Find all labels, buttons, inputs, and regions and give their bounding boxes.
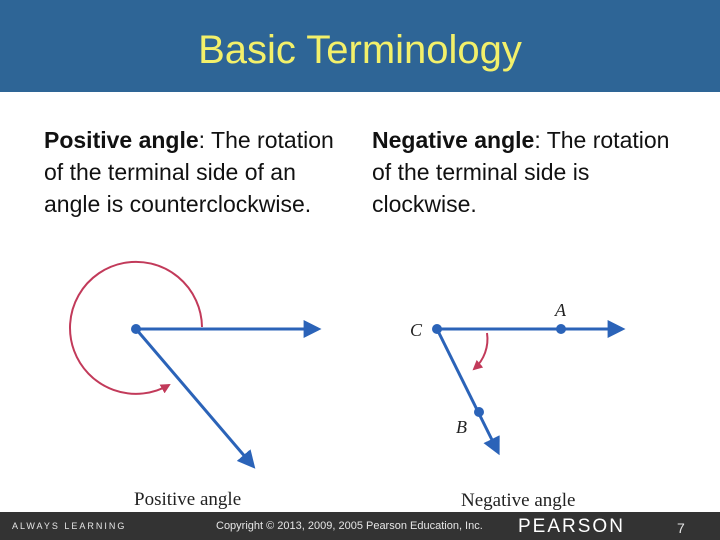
positive-vertex-point xyxy=(131,324,141,334)
negative-angle-text: : The rotation of the terminal side is clockwise. xyxy=(372,127,670,217)
positive-angle-term: Positive angle xyxy=(44,127,199,153)
point-label-b: B xyxy=(456,417,467,437)
always-learning-tagline: ALWAYS LEARNING xyxy=(12,521,127,531)
negative-angle-term: Negative angle xyxy=(372,127,535,153)
footer-bar xyxy=(0,512,720,540)
negative-rotation-arc xyxy=(474,333,487,369)
slide-title: Basic Terminology xyxy=(198,28,522,72)
negative-angle-caption: Negative angle xyxy=(461,490,576,511)
positive-terminal-side xyxy=(136,329,253,466)
point-b xyxy=(474,407,484,417)
vertex-c-point xyxy=(432,324,442,334)
pearson-logo: PEARSON xyxy=(518,516,625,537)
page-number: 7 xyxy=(677,520,685,536)
negative-terminal-side xyxy=(437,329,498,452)
point-label-c: C xyxy=(410,320,423,340)
positive-angle-caption: Positive angle xyxy=(134,489,242,510)
point-a xyxy=(556,324,566,334)
copyright-text: Copyright © 2013, 2009, 2005 Pearson Education, Inc. xyxy=(216,520,483,532)
point-label-a: A xyxy=(555,300,566,320)
positive-angle-text: : The rotation of the terminal side of an angle is counterclockwise. xyxy=(44,127,334,217)
